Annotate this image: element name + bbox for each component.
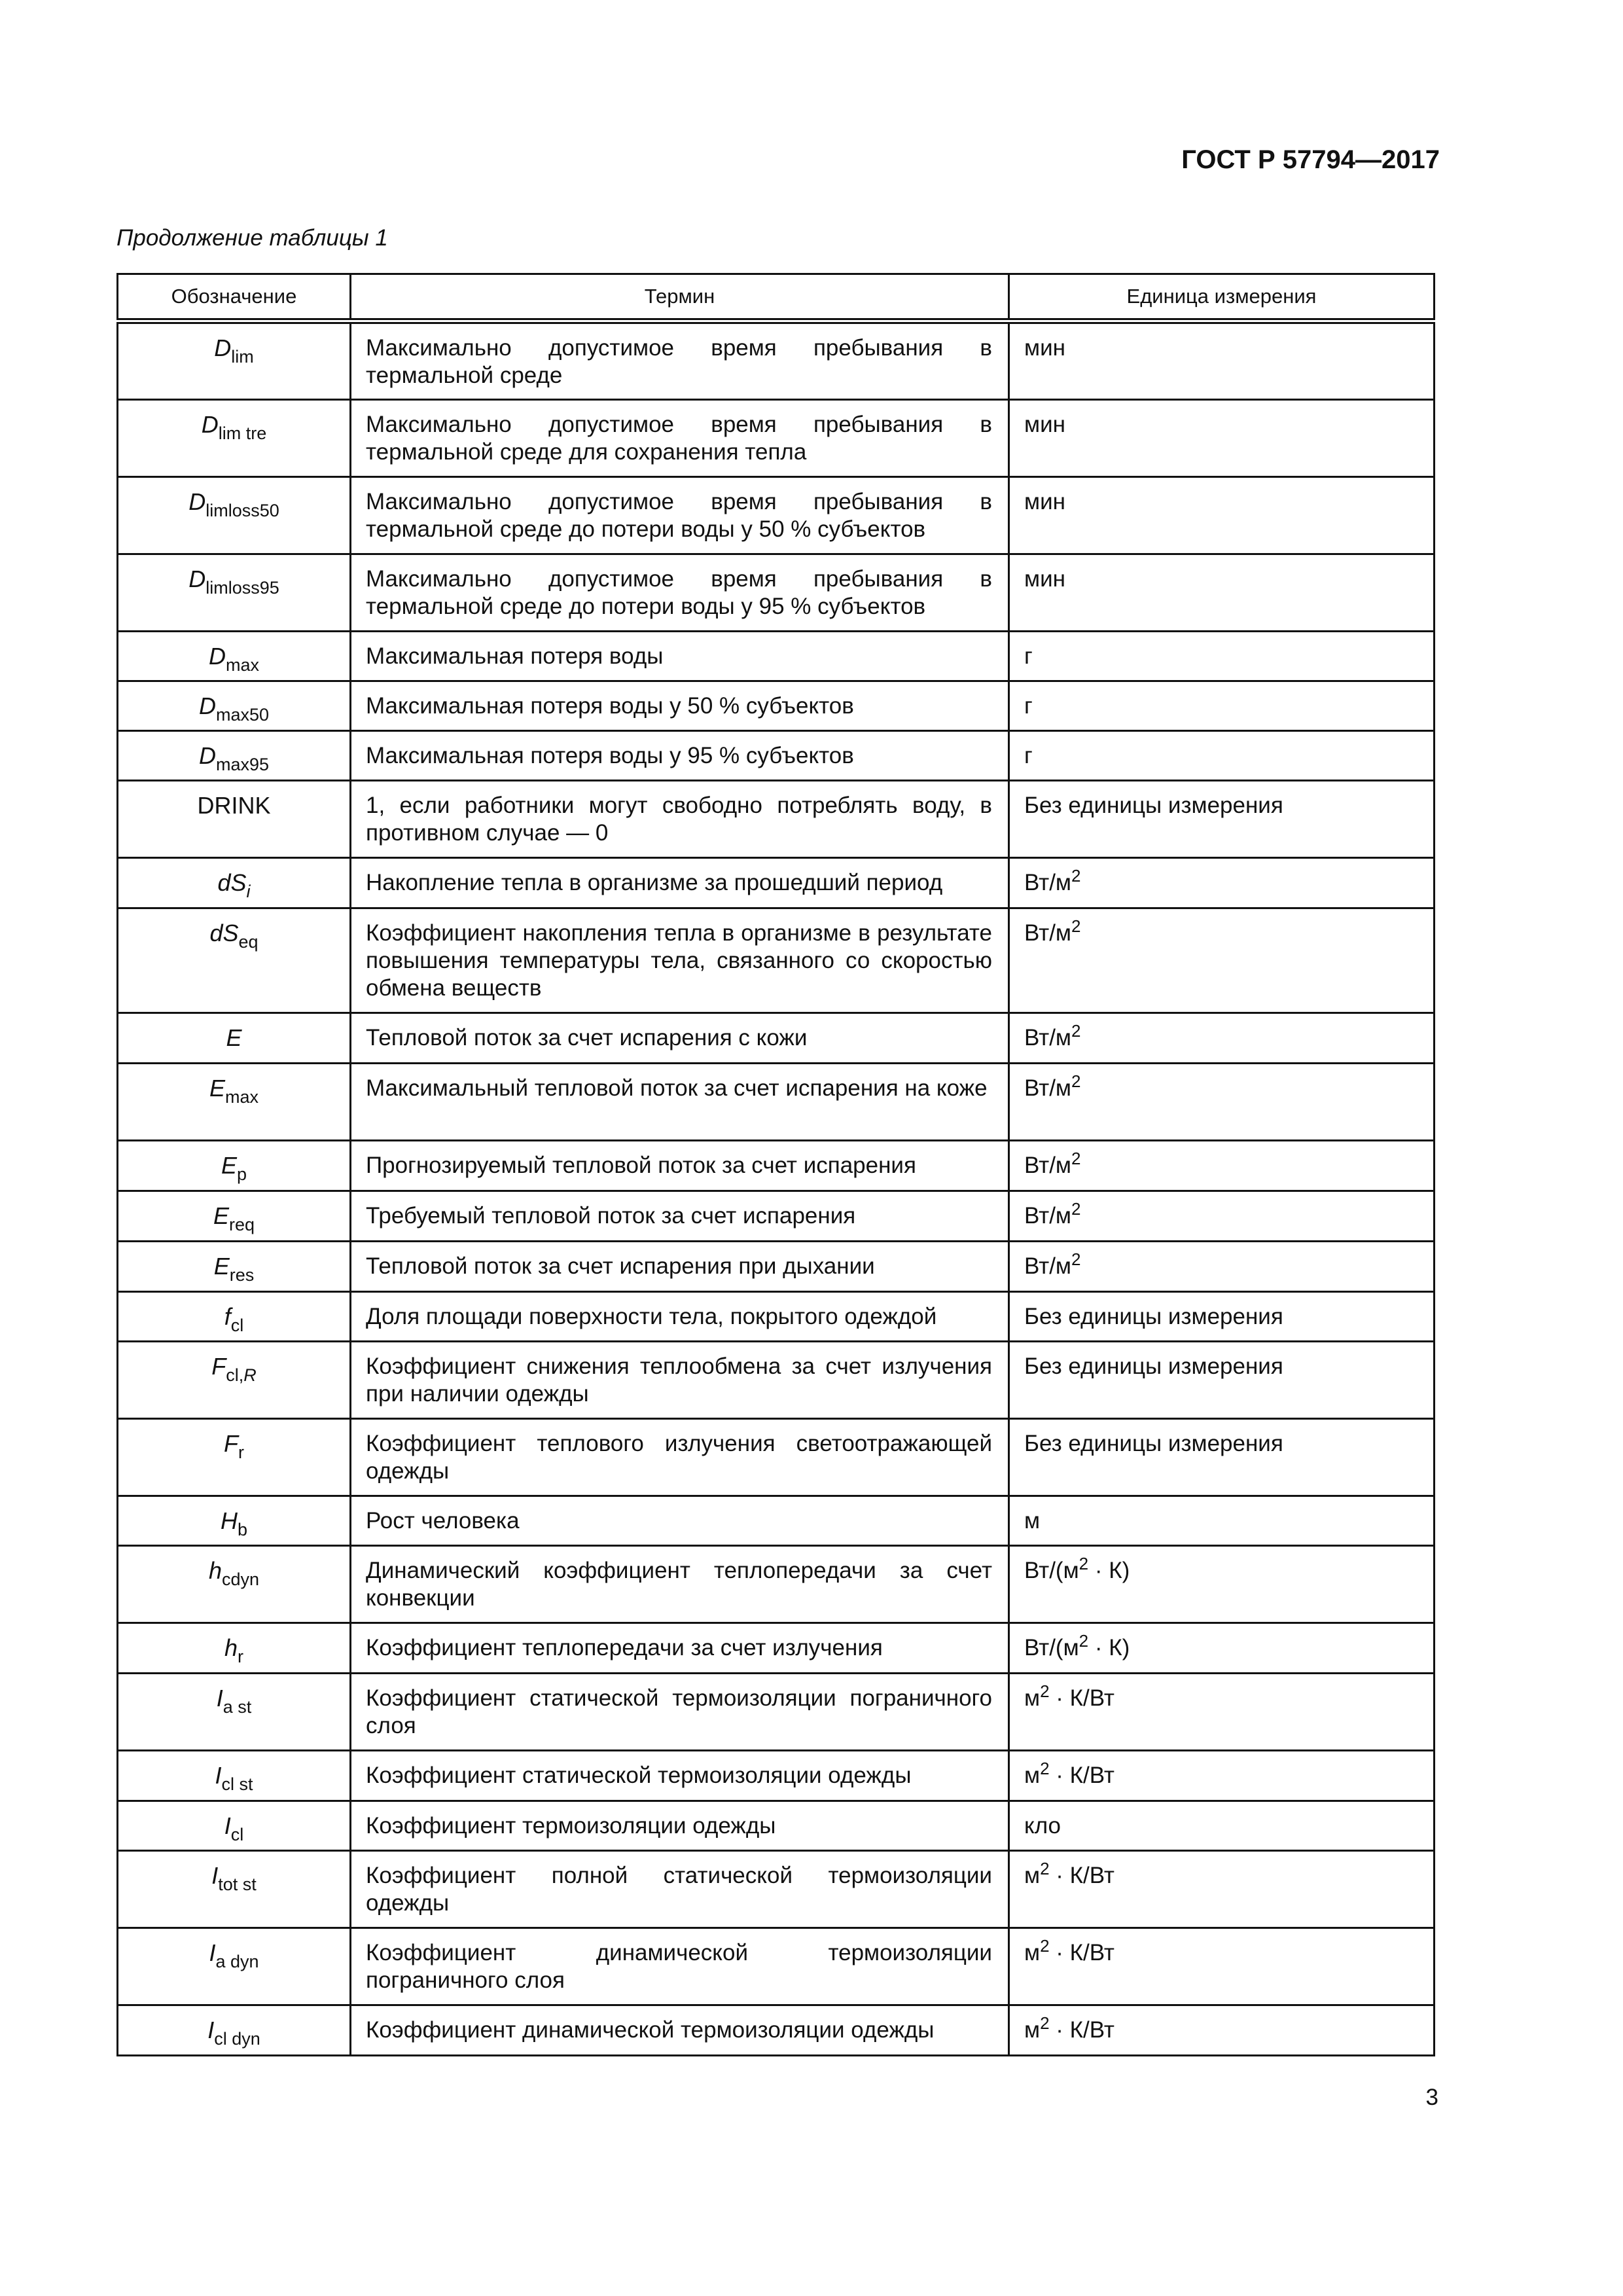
symbol-subscript bbox=[237, 1164, 247, 1184]
symbol-cell bbox=[118, 1064, 351, 1141]
unit-text: Без единицы измерения bbox=[1024, 1354, 1283, 1379]
unit-cell bbox=[1009, 554, 1435, 632]
term-cell: Коэффициент теплопередачи за счет излучения bbox=[351, 1623, 1009, 1674]
symbol-main: I bbox=[211, 1862, 219, 1889]
symbol-cell bbox=[118, 2005, 351, 2056]
unit-cell bbox=[1009, 1623, 1435, 1674]
unit-text: м bbox=[1024, 1508, 1041, 1534]
symbol-main: h bbox=[224, 1634, 238, 1661]
unit-cell bbox=[1009, 1546, 1435, 1623]
unit-text: Вт/м bbox=[1024, 1203, 1071, 1229]
symbol-cell bbox=[118, 1013, 351, 1064]
symbol-subscript bbox=[238, 1520, 247, 1539]
table-row bbox=[118, 1851, 1435, 1928]
term-cell: Требуемый тепловой поток за счет испарения bbox=[351, 1191, 1009, 1242]
unit-superscript: 2 bbox=[1079, 1631, 1089, 1651]
table-row bbox=[118, 2005, 1435, 2056]
symbol-main: E bbox=[213, 1202, 229, 1229]
unit-cell bbox=[1009, 1191, 1435, 1242]
table-row bbox=[118, 1292, 1435, 1342]
term-cell: Коэффициент теплового излучения светоотражающей одежды bbox=[351, 1419, 1009, 1496]
term-cell: Максимальная потеря воды у 50 % субъектов bbox=[351, 681, 1009, 731]
unit-suffix: · К) bbox=[1088, 1558, 1130, 1583]
column-header-unit: Единица измерения bbox=[1009, 274, 1435, 321]
symbol-subscript bbox=[231, 1825, 244, 1844]
unit-cell bbox=[1009, 2005, 1435, 2056]
column-header-symbol: Обозначение bbox=[118, 274, 351, 321]
symbol-cell bbox=[118, 1292, 351, 1342]
symbol-subscript bbox=[219, 423, 267, 443]
unit-superscript: 2 bbox=[1071, 1149, 1081, 1168]
unit-superscript: 2 bbox=[1071, 1249, 1081, 1269]
unit-cell bbox=[1009, 681, 1435, 731]
table-row bbox=[118, 1496, 1435, 1546]
symbol-subscript-text: max50 bbox=[215, 705, 270, 725]
term-cell: Коэффициент динамической термоизоляции пограничного слоя bbox=[351, 1928, 1009, 2005]
table-row bbox=[118, 1419, 1435, 1496]
symbol-cell bbox=[118, 1928, 351, 2005]
unit-text: мин bbox=[1024, 412, 1065, 437]
table-row bbox=[118, 731, 1435, 781]
table-body bbox=[118, 321, 1435, 2056]
symbol-main: D bbox=[188, 488, 206, 515]
symbol-subscript bbox=[231, 1316, 244, 1335]
symbol-main: E bbox=[226, 1024, 242, 1051]
unit-text: Без единицы измерения bbox=[1024, 793, 1283, 818]
symbol-cell bbox=[118, 1674, 351, 1751]
symbol-subscript-text: lim tre bbox=[218, 423, 267, 443]
symbol-subscript-text: cl dyn bbox=[214, 2029, 260, 2049]
symbol-cell bbox=[118, 908, 351, 1013]
symbol-subscript-text: res bbox=[229, 1265, 255, 1285]
term-cell: Максимально допустимое время пребывания в термальной среде bbox=[351, 321, 1009, 400]
symbol-main: D bbox=[208, 643, 226, 670]
table-row bbox=[118, 1801, 1435, 1851]
unit-text: Без единицы измерения bbox=[1024, 1431, 1283, 1456]
document-code: ГОСТ Р 57794—2017 bbox=[1181, 145, 1440, 174]
table-row bbox=[118, 400, 1435, 477]
table-row bbox=[118, 858, 1435, 908]
table-row bbox=[118, 1064, 1435, 1141]
term-cell: Коэффициент статической термоизоляции пограничного слоя bbox=[351, 1674, 1009, 1751]
symbol-subscript bbox=[222, 1774, 253, 1794]
symbol-subscript bbox=[238, 1443, 244, 1462]
unit-text: Вт/м bbox=[1024, 1153, 1071, 1178]
symbol-subscript-text: cl bbox=[230, 1825, 244, 1844]
symbol-subscript-text: a dyn bbox=[215, 1952, 259, 1971]
unit-suffix: · К/Вт bbox=[1049, 2017, 1115, 2043]
unit-superscript: 2 bbox=[1071, 1199, 1081, 1219]
unit-text: Вт/м bbox=[1024, 1253, 1071, 1279]
unit-cell bbox=[1009, 781, 1435, 858]
symbol-subscript-text: lim bbox=[231, 347, 254, 367]
symbol-cell bbox=[118, 1546, 351, 1623]
symbol-cell bbox=[118, 1751, 351, 1801]
symbol-cell bbox=[118, 1242, 351, 1292]
symbol-cell bbox=[118, 321, 351, 400]
unit-cell bbox=[1009, 1242, 1435, 1292]
symbol-subscript bbox=[239, 932, 259, 952]
symbol-main: F bbox=[211, 1353, 226, 1380]
unit-text: м bbox=[1024, 1863, 1041, 1888]
unit-superscript: 2 bbox=[1079, 1554, 1089, 1573]
term-cell: Максимальная потеря воды у 95 % субъектов bbox=[351, 731, 1009, 781]
unit-cell bbox=[1009, 1851, 1435, 1928]
unit-cell bbox=[1009, 1419, 1435, 1496]
unit-text: м bbox=[1024, 1685, 1041, 1711]
unit-superscript: 2 bbox=[1071, 1071, 1081, 1091]
symbol-subscript bbox=[214, 2029, 260, 2049]
unit-suffix: · К/Вт bbox=[1049, 1763, 1115, 1788]
unit-text: г bbox=[1024, 743, 1033, 768]
symbol-subscript-text: r bbox=[238, 1443, 244, 1462]
symbol-subscript-text: max bbox=[225, 655, 259, 675]
table-caption: Продолжение таблицы 1 bbox=[116, 225, 388, 251]
symbol-subscript-text: tot st bbox=[218, 1874, 257, 1894]
term-cell: Прогнозируемый тепловой поток за счет испарения bbox=[351, 1141, 1009, 1191]
table-row bbox=[118, 1191, 1435, 1242]
symbol-main: D bbox=[198, 742, 216, 769]
unit-text: кло bbox=[1024, 1813, 1061, 1839]
unit-cell bbox=[1009, 1496, 1435, 1546]
symbol-subscript bbox=[205, 501, 279, 520]
symbol-subscript bbox=[238, 1647, 243, 1666]
symbol-cell bbox=[118, 1419, 351, 1496]
table-row bbox=[118, 632, 1435, 681]
symbol-cell bbox=[118, 1496, 351, 1546]
unit-text: мин bbox=[1024, 489, 1065, 514]
table-row bbox=[118, 1674, 1435, 1751]
unit-text: Вт/(м bbox=[1024, 1558, 1079, 1583]
unit-suffix: · К/Вт bbox=[1049, 1863, 1115, 1888]
symbol-cell bbox=[118, 1801, 351, 1851]
symbol-subscript bbox=[226, 655, 259, 675]
unit-text: Вт/(м bbox=[1024, 1635, 1079, 1660]
unit-text: Вт/м bbox=[1024, 1025, 1071, 1050]
unit-suffix: · К) bbox=[1088, 1635, 1130, 1660]
unit-suffix: · К/Вт bbox=[1049, 1685, 1115, 1711]
unit-superscript: 2 bbox=[1040, 2013, 1050, 2033]
symbol-subscript-text: max95 bbox=[215, 755, 270, 774]
table-row bbox=[118, 1242, 1435, 1292]
symbol-subscript bbox=[226, 1365, 257, 1385]
symbol-main: I bbox=[216, 1685, 223, 1712]
unit-text: м bbox=[1024, 1940, 1041, 1965]
symbol-main: D bbox=[188, 565, 206, 592]
unit-cell bbox=[1009, 1064, 1435, 1141]
symbol-main: E bbox=[221, 1152, 237, 1179]
unit-cell bbox=[1009, 1013, 1435, 1064]
symbol-subscript-text: limloss95 bbox=[205, 578, 279, 598]
unit-text: м bbox=[1024, 1763, 1041, 1788]
symbol-main: D bbox=[201, 411, 219, 438]
symbol-subscript-text: cl, bbox=[226, 1365, 244, 1385]
symbol-subscript bbox=[223, 1697, 252, 1717]
symbol-subscript bbox=[216, 755, 269, 774]
table-row bbox=[118, 781, 1435, 858]
symbol-main: I bbox=[224, 1812, 231, 1839]
unit-text: Вт/м bbox=[1024, 1075, 1071, 1101]
table-row bbox=[118, 1751, 1435, 1801]
term-cell: Доля площади поверхности тела, покрытого одеждой bbox=[351, 1292, 1009, 1342]
symbol-cell bbox=[118, 858, 351, 908]
symbol-subscript-text: b bbox=[237, 1520, 248, 1539]
unit-suffix: · К/Вт bbox=[1049, 1940, 1115, 1965]
table-row bbox=[118, 1342, 1435, 1419]
unit-text: Без единицы измерения bbox=[1024, 1304, 1283, 1329]
symbol-cell bbox=[118, 632, 351, 681]
symbol-cell bbox=[118, 1342, 351, 1419]
unit-text: мин bbox=[1024, 335, 1065, 361]
term-cell: Тепловой поток за счет испарения при дыхании bbox=[351, 1242, 1009, 1292]
unit-superscript: 2 bbox=[1071, 916, 1081, 936]
table-row bbox=[118, 1928, 1435, 2005]
term-cell: Динамический коэффициент теплопередачи за счет конвекции bbox=[351, 1546, 1009, 1623]
table-row bbox=[118, 1623, 1435, 1674]
symbol-cell bbox=[118, 554, 351, 632]
symbol-subscript-text: r bbox=[238, 1647, 244, 1666]
unit-cell bbox=[1009, 1801, 1435, 1851]
symbol-main: DRINK bbox=[197, 792, 271, 819]
term-cell: Максимально допустимое время пребывания в термальной среде до потери воды у 50 % субъектов bbox=[351, 477, 1009, 554]
symbol-cell bbox=[118, 1623, 351, 1674]
symbol-subscript-text: limloss50 bbox=[205, 501, 279, 520]
unit-superscript: 2 bbox=[1040, 1759, 1050, 1778]
symbol-main: E bbox=[213, 1253, 230, 1280]
symbol-subscript bbox=[215, 1952, 259, 1971]
unit-cell bbox=[1009, 731, 1435, 781]
term-cell: Коэффициент термоизоляции одежды bbox=[351, 1801, 1009, 1851]
symbol-subscript bbox=[231, 347, 254, 367]
symbol-subscript-variable: R bbox=[243, 1365, 257, 1385]
term-cell: Накопление тепла в организме за прошедший период bbox=[351, 858, 1009, 908]
symbol-cell bbox=[118, 731, 351, 781]
unit-cell bbox=[1009, 858, 1435, 908]
term-cell: Коэффициент статической термоизоляции одежды bbox=[351, 1751, 1009, 1801]
symbol-subscript bbox=[218, 1874, 257, 1894]
symbol-cell bbox=[118, 1141, 351, 1191]
symbol-subscript-text: max bbox=[225, 1087, 259, 1107]
symbol-subscript-text: cl st bbox=[221, 1774, 253, 1794]
unit-cell bbox=[1009, 1342, 1435, 1419]
symbol-subscript-text: a st bbox=[223, 1697, 252, 1717]
symbol-subscript bbox=[205, 578, 279, 598]
symbol-subscript bbox=[229, 1215, 255, 1234]
symbol-cell bbox=[118, 1191, 351, 1242]
unit-cell bbox=[1009, 632, 1435, 681]
symbol-cell bbox=[118, 1851, 351, 1928]
unit-superscript: 2 bbox=[1071, 1021, 1081, 1041]
symbol-cell bbox=[118, 400, 351, 477]
table-row bbox=[118, 908, 1435, 1013]
table-row bbox=[118, 554, 1435, 632]
symbol-main: I bbox=[207, 2017, 215, 2043]
symbol-main: F bbox=[224, 1430, 238, 1457]
table-row bbox=[118, 1013, 1435, 1064]
symbol-main: h bbox=[208, 1557, 222, 1584]
term-cell: Коэффициент снижения теплообмена за счет излучения при наличии одежды bbox=[351, 1342, 1009, 1419]
unit-text: м bbox=[1024, 2017, 1041, 2043]
symbol-cell bbox=[118, 477, 351, 554]
term-cell: Коэффициент полной статической термоизоляции одежды bbox=[351, 1851, 1009, 1928]
term-cell: Максимально допустимое время пребывания в термальной среде для сохранения тепла bbox=[351, 400, 1009, 477]
unit-cell bbox=[1009, 400, 1435, 477]
unit-cell bbox=[1009, 1751, 1435, 1801]
table-row bbox=[118, 1546, 1435, 1623]
symbol-cell bbox=[118, 681, 351, 731]
symbol-subscript-text: p bbox=[236, 1164, 247, 1184]
symbol-main: I bbox=[209, 1939, 216, 1966]
column-header-term: Термин bbox=[351, 274, 1009, 321]
unit-superscript: 2 bbox=[1040, 1681, 1050, 1701]
symbol-main: dS bbox=[217, 869, 247, 896]
unit-superscript: 2 bbox=[1040, 1936, 1050, 1956]
terms-table bbox=[116, 273, 1435, 2056]
term-cell: 1, если работники могут свободно потреблять воду, в противном случае — 0 bbox=[351, 781, 1009, 858]
term-cell: Максимально допустимое время пребывания в термальной среде до потери воды у 95 % субъектов bbox=[351, 554, 1009, 632]
term-cell: Коэффициент накопления тепла в организме в результате повышения температуры тела, связанного со скоростью обмена веществ bbox=[351, 908, 1009, 1013]
term-cell: Рост человека bbox=[351, 1496, 1009, 1546]
symbol-subscript-text: i bbox=[246, 882, 251, 901]
symbol-subscript-text: eq bbox=[238, 932, 259, 952]
unit-cell bbox=[1009, 1292, 1435, 1342]
symbol-cell bbox=[118, 781, 351, 858]
unit-text: г bbox=[1024, 643, 1033, 669]
table-row bbox=[118, 681, 1435, 731]
symbol-main: I bbox=[215, 1762, 222, 1789]
unit-cell bbox=[1009, 1141, 1435, 1191]
symbol-main: D bbox=[214, 334, 232, 361]
unit-cell bbox=[1009, 908, 1435, 1013]
table-row bbox=[118, 477, 1435, 554]
table-row bbox=[118, 321, 1435, 400]
term-cell: Максимальный тепловой поток за счет испарения на коже bbox=[351, 1064, 1009, 1141]
symbol-main: E bbox=[209, 1075, 225, 1102]
symbol-subscript-text: req bbox=[228, 1215, 255, 1234]
symbol-main: f bbox=[224, 1303, 231, 1330]
term-cell: Тепловой поток за счет испарения с кожи bbox=[351, 1013, 1009, 1064]
symbol-subscript-text: cdyn bbox=[221, 1570, 260, 1589]
unit-text: Вт/м bbox=[1024, 920, 1071, 946]
symbol-subscript bbox=[222, 1570, 259, 1589]
unit-cell bbox=[1009, 1928, 1435, 2005]
symbol-subscript bbox=[247, 882, 251, 901]
table-header-row bbox=[118, 274, 1435, 321]
table-row bbox=[118, 1141, 1435, 1191]
unit-superscript: 2 bbox=[1040, 1859, 1050, 1878]
unit-cell bbox=[1009, 321, 1435, 400]
symbol-main: H bbox=[220, 1507, 238, 1534]
symbol-subscript-text: cl bbox=[230, 1316, 244, 1335]
term-cell: Максимальная потеря воды bbox=[351, 632, 1009, 681]
symbol-subscript bbox=[230, 1265, 255, 1285]
unit-cell bbox=[1009, 1674, 1435, 1751]
unit-cell bbox=[1009, 477, 1435, 554]
symbol-main: dS bbox=[209, 920, 239, 946]
unit-text: г bbox=[1024, 693, 1033, 719]
symbol-subscript bbox=[225, 1087, 259, 1107]
symbol-main: D bbox=[198, 692, 216, 719]
unit-text: мин bbox=[1024, 566, 1065, 592]
symbol-subscript bbox=[216, 705, 269, 725]
term-cell: Коэффициент динамической термоизоляции одежды bbox=[351, 2005, 1009, 2056]
page-number: 3 bbox=[1425, 2085, 1438, 2110]
unit-text: Вт/м bbox=[1024, 870, 1071, 895]
unit-superscript: 2 bbox=[1071, 866, 1081, 886]
